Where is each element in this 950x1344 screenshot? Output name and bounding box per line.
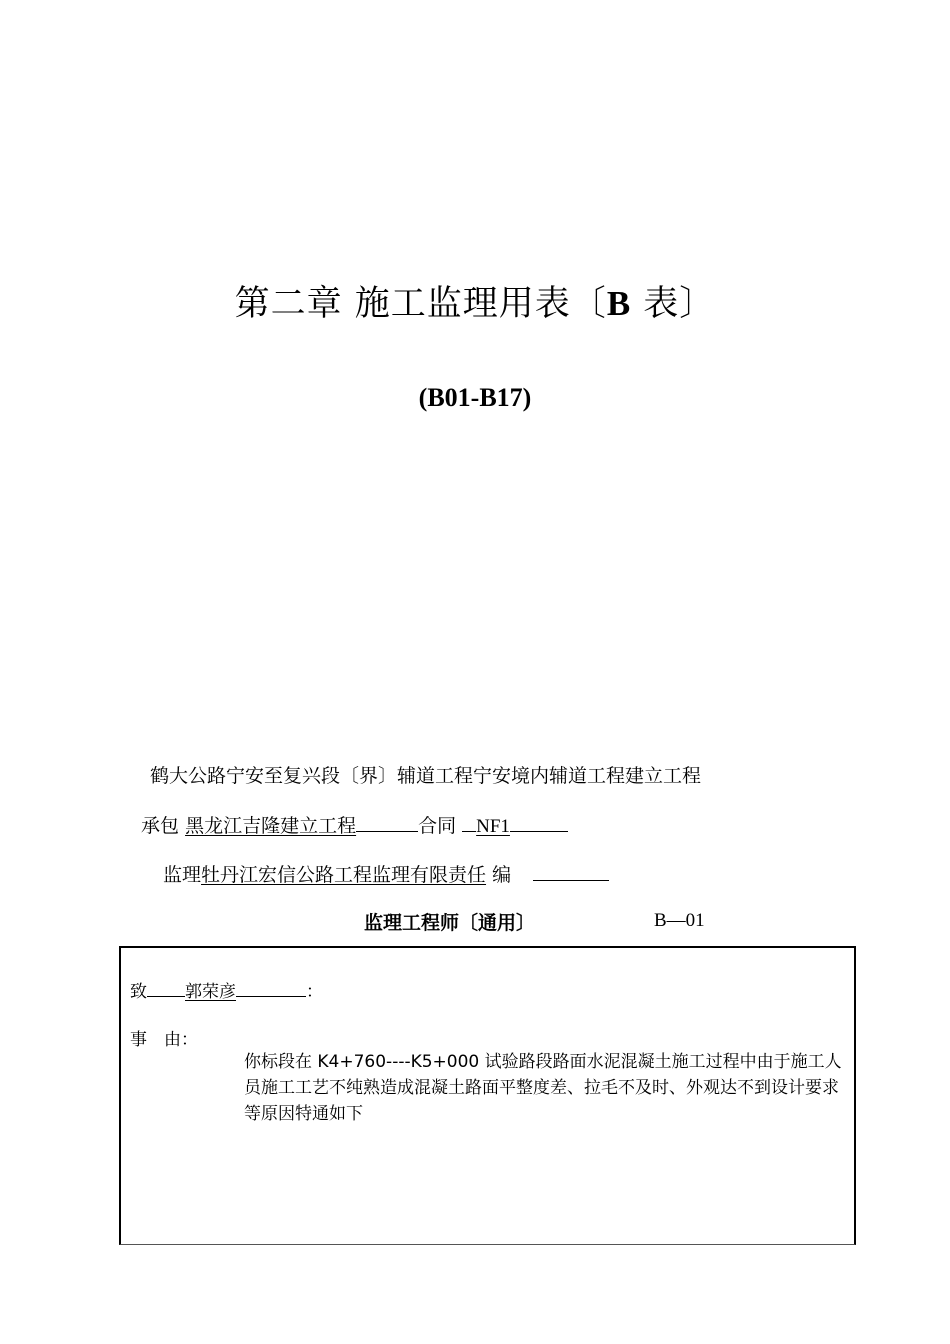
reason-text: 你标段在 K4+760----K5+000 试验路段路面水泥混凝土施工过程中由于施工人员施工工艺不纯熟造成混凝土路面平整度差、拉毛不及时、外观达不到设计要求等原因特通如下 <box>244 1052 842 1124</box>
contractor-blank <box>356 813 418 832</box>
to-line <box>130 977 323 1002</box>
number-blank <box>533 862 609 881</box>
reason-label: 事 由： <box>130 1030 198 1050</box>
chapter-title <box>0 276 950 326</box>
supervisor-line <box>163 860 609 887</box>
notice-box <box>119 946 856 1245</box>
project-name: 鹤大公路宁安至复兴段〔界〕辅道工程宁安境内辅道工程建立工程 <box>150 765 702 787</box>
form-range: (B01-B17) <box>418 383 532 412</box>
form-code: B—01 <box>654 910 705 931</box>
form-title: 监理工程师〔通用〕 <box>364 912 536 934</box>
chapter-title-suffix: 表〕 <box>631 284 716 324</box>
contract-label: 合同 <box>418 815 457 837</box>
contractor-line <box>141 811 568 838</box>
to-label: 致 <box>130 982 147 1002</box>
to-colon: ： <box>306 982 323 1002</box>
contract-blank-lead <box>462 813 476 832</box>
contractor-value: 黑龙江吉隆建立工程 <box>185 815 357 837</box>
to-value: 郭荣彦 <box>185 982 236 1002</box>
contract-blank-trail <box>510 813 568 832</box>
supervisor-value: 牡丹江宏信公路工程监理有限责任 <box>201 864 487 886</box>
to-blank-lead <box>147 978 185 997</box>
chapter-title-prefix: 第二章 施工监理用表〔 <box>234 284 607 324</box>
contractor-label: 承包 <box>141 815 180 837</box>
to-blank-trail <box>236 978 306 997</box>
chapter-title-bold: B <box>606 284 632 323</box>
supervisor-label: 监理 <box>163 864 202 886</box>
contract-value: NF1 <box>476 816 510 837</box>
number-label: 编 <box>492 864 512 886</box>
